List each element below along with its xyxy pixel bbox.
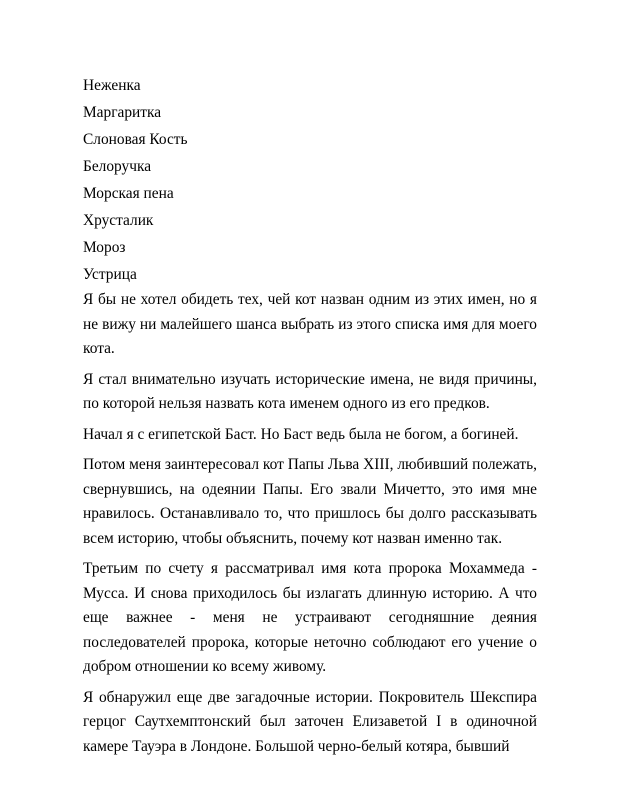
list-item: Маргаритка	[83, 104, 162, 121]
paragraph: Я обнаружил еще две загадочные истории. Покровитель Шекспира герцог Саутхемптонский был заточен Елизаветой I в одиночной камере Тауэра в Лондоне. Большой черно-белый котяра, бывший	[83, 688, 537, 755]
list-item: Белоручка	[83, 158, 152, 175]
paragraph: Я стал внимательно изучать исторические имена, не видя причины, по которой нельзя назвать кота именем одного из его предков.	[83, 370, 537, 412]
list-item: Слоновая Кость	[83, 131, 188, 148]
list-item: Морская пена	[83, 185, 174, 202]
cat-name-list	[83, 72, 537, 288]
paragraph: Потом меня заинтересовал кот Папы Льва XIII, любивший полежать, свернувшись, на одеянии Папы. Его звали Мичетто, это имя мне нравилось. Останавливало то, что пришлось бы долго рассказывать всем историю, чтобы объяснить, почему кот назван именно так.	[83, 456, 537, 547]
list-item: Устрица	[83, 266, 137, 283]
list-item: Хрусталик	[83, 212, 154, 229]
paragraph: Третьим по счету я рассматривал имя кота пророка Мохаммеда - Мусса. И снова приходилось бы излагать длинную историю. А что еще важнее - меня не устраивают сегодняшние деяния последователей пророка, которые неточно соблюдают его учение о добром отношении ко всему живому.	[83, 560, 537, 675]
paragraph: Я бы не хотел обидеть тех, чей кот назван одним из этих имен, но я не вижу ни малейшего шанса выбрать из этого списка имя для моего кота.	[83, 291, 537, 357]
document-page	[83, 72, 537, 765]
list-item: Мороз	[83, 239, 126, 256]
paragraph: Начал я с египетской Баст. Но Баст ведь была не богом, а богиней.	[83, 425, 519, 443]
list-item: Неженка	[83, 77, 141, 94]
